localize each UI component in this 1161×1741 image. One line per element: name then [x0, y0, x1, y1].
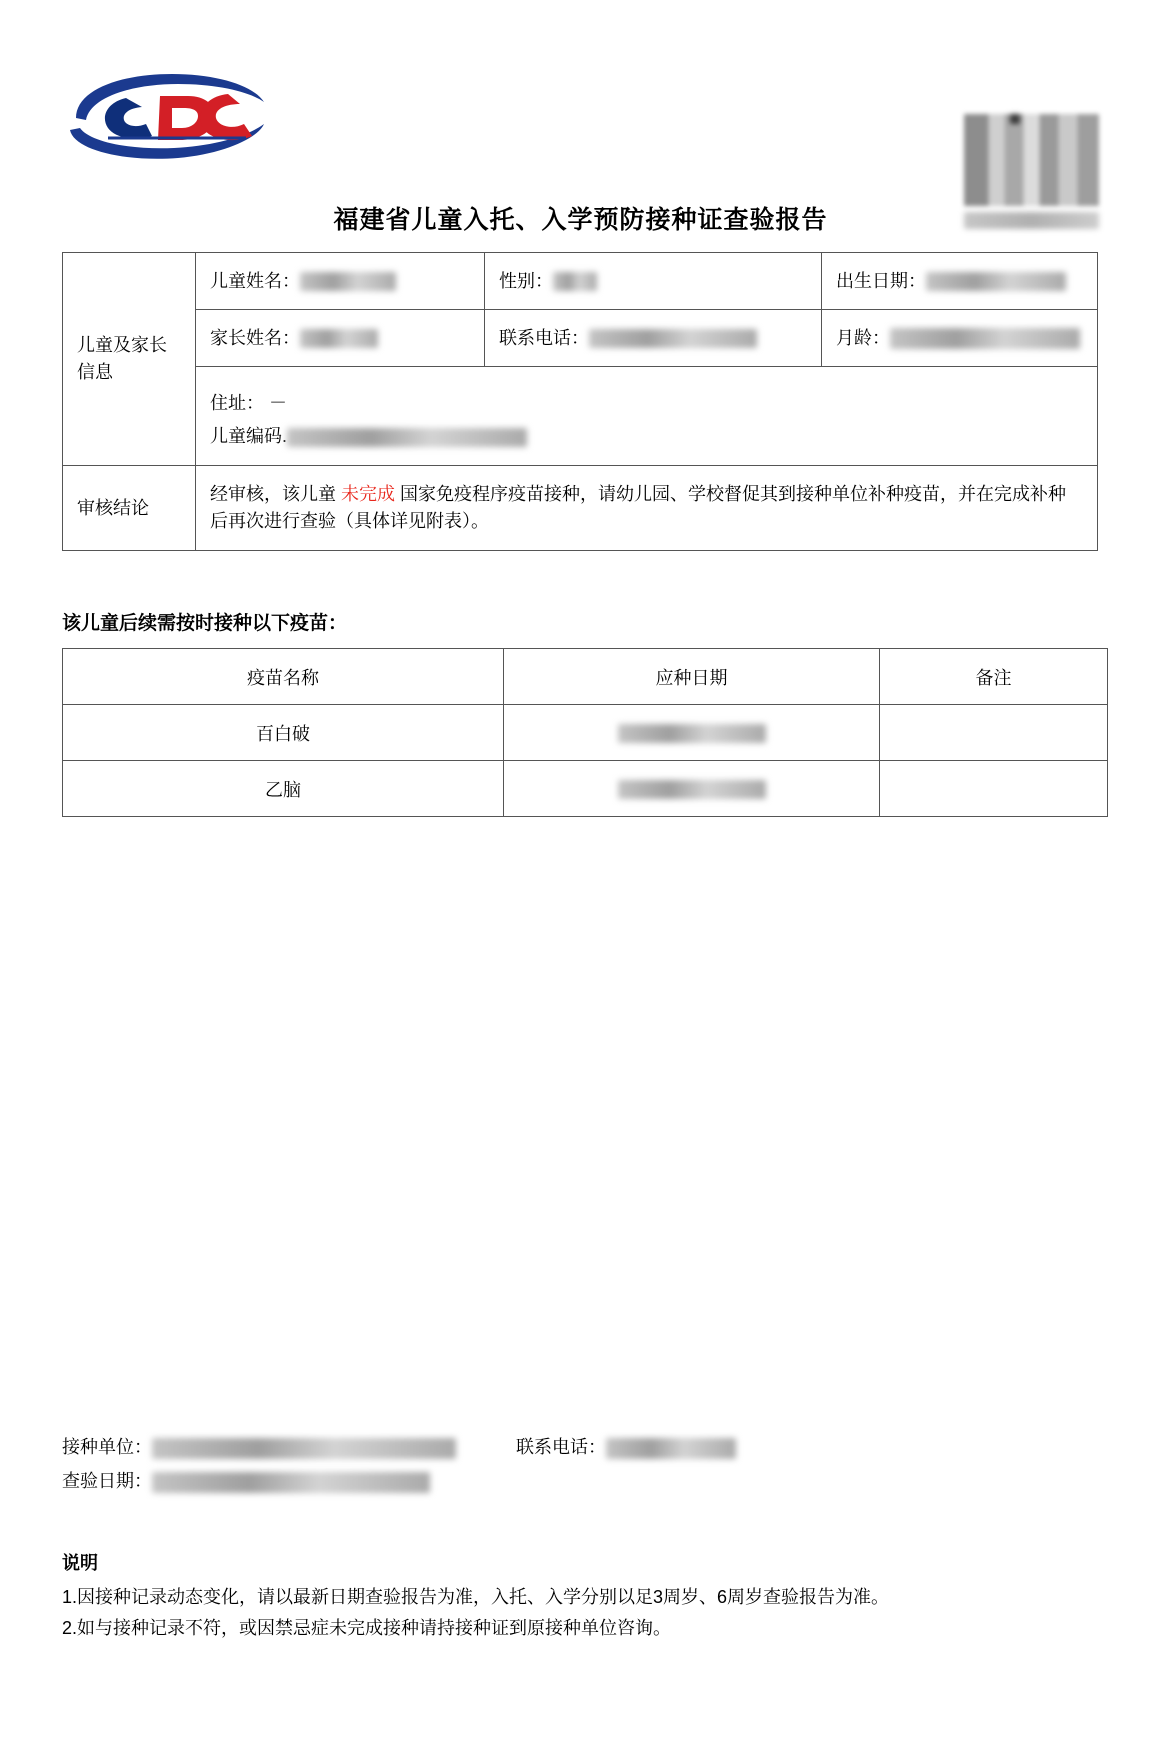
child-name-cell	[196, 253, 485, 310]
address-code-cell	[196, 367, 1098, 466]
guardian-name-value-redacted	[300, 329, 378, 348]
table-row	[63, 466, 1098, 551]
footer-phone-value-redacted	[606, 1438, 736, 1459]
vaccine-date-0-redacted	[618, 724, 766, 743]
info-section-label: 儿童及家长信息	[63, 253, 196, 466]
conclusion-part1: 经审核，该儿童	[210, 484, 336, 504]
vaccine-subtitle: 该儿童后续需按时接种以下疫苗：	[62, 613, 348, 634]
child-info-table	[62, 252, 1098, 551]
table-row	[63, 253, 1098, 310]
child-name-label: 儿童姓名：	[210, 270, 300, 291]
footer-fields	[62, 1430, 736, 1498]
cdc-logo	[68, 72, 278, 160]
table-header-row	[63, 649, 1108, 705]
vaccine-date-1-redacted	[618, 780, 766, 799]
footer-phone-label: 联系电话：	[516, 1437, 606, 1457]
check-date-row	[62, 1464, 736, 1498]
unit-row	[62, 1430, 736, 1464]
unit-label: 接种单位：	[62, 1437, 152, 1457]
vaccine-date-1	[504, 761, 880, 817]
age-months-label: 月龄：	[836, 327, 890, 348]
gender-label: 性别：	[499, 270, 553, 291]
review-label: 审核结论	[63, 466, 196, 551]
birth-date-value-redacted	[926, 272, 1066, 291]
conclusion-highlight: 未完成	[341, 484, 396, 504]
phone-cell	[485, 310, 822, 367]
age-months-value-redacted	[890, 328, 1080, 349]
child-code-label: 儿童编码.	[210, 426, 288, 446]
qr-code-icon	[964, 114, 1099, 206]
vaccine-note-0	[880, 705, 1108, 761]
check-date-label: 查验日期：	[62, 1471, 152, 1491]
age-months-cell	[822, 310, 1098, 367]
vaccine-name-1: 乙脑	[63, 761, 504, 817]
vaccine-date-0	[504, 705, 880, 761]
guardian-name-label: 家长姓名：	[210, 327, 300, 348]
notes-line-2: 2.如与接种记录不符，或因禁忌症未完成接种请持接种证到原接种单位咨询。	[62, 1618, 672, 1638]
notes-title: 说明	[62, 1553, 98, 1573]
check-date-value-redacted	[152, 1472, 430, 1493]
table-row	[63, 761, 1108, 817]
phone-label: 联系电话：	[499, 327, 589, 348]
table-row	[63, 310, 1098, 367]
column-header-remark: 备注	[880, 649, 1108, 705]
table-row	[63, 705, 1108, 761]
unit-value-redacted	[152, 1438, 456, 1459]
child-name-value-redacted	[300, 272, 396, 291]
gender-value-redacted	[553, 272, 597, 291]
gender-cell	[485, 253, 822, 310]
conclusion-part2: 国家免疫程序疫苗接种，请幼儿园、学校督促其到接种单位补种疫苗，并在完成补种后再次进行查验（具体详见附表）。	[210, 484, 1067, 531]
conclusion-cell	[196, 466, 1098, 551]
vaccine-table	[62, 648, 1108, 817]
guardian-name-cell	[196, 310, 485, 367]
column-header-due-date: 应种日期	[504, 649, 880, 705]
address-line	[210, 390, 1083, 417]
notes-section	[62, 1548, 1082, 1645]
birth-date-label: 出生日期：	[836, 270, 926, 291]
birth-date-cell	[822, 253, 1098, 310]
column-header-vaccine-name: 疫苗名称	[63, 649, 504, 705]
address-label: 住址： －	[210, 393, 288, 413]
vaccine-name-0: 百白破	[63, 705, 504, 761]
page-title: 福建省儿童入托、入学预防接种证查验报告	[333, 206, 828, 234]
notes-line-1: 1.因接种记录动态变化，请以最新日期查验报告为准，入托、入学分别以足3周岁、6周岁查验报告为准。	[62, 1586, 890, 1607]
child-code-line	[210, 423, 1083, 450]
child-code-value-redacted	[287, 428, 527, 447]
vaccine-note-1	[880, 761, 1108, 817]
table-row	[63, 367, 1098, 466]
phone-value-redacted	[589, 329, 757, 348]
